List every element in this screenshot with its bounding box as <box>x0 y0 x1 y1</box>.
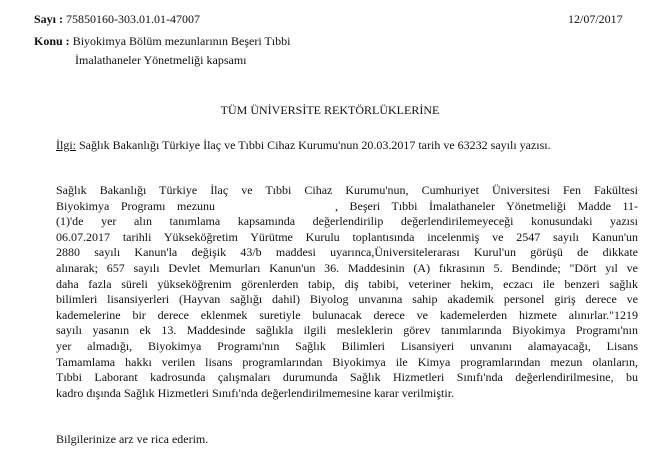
body-line-8: bilimleri lisansiyerleri (Hayvan sağlığı dahil) Biyolog unvanına sahip akademik personel giriş derece ve <box>56 292 638 307</box>
body-line-5: 2880 sayılı Kanun'la değişik 43/b maddesi uyarınca,Üniversitelerarası Kurul'un görüşü de dikkate <box>56 245 638 260</box>
body-line-14: kadro dışında Sağlık Hizmetleri Sınıfı'nda değerlendirilmemesine karar verilmiştir. <box>56 385 455 400</box>
body-line-2 <box>56 199 638 215</box>
sayi-label: Sayı : <box>34 12 64 26</box>
reference-text: Sağlık Bakanlığı Türkiye İlaç ve Tıbbi Cihaz Kurumu'nun 20.03.2017 tarih ve 63232 sayılı yazısı. <box>76 138 551 152</box>
redacted-name <box>215 203 335 211</box>
letter-body <box>56 183 638 401</box>
konu-row <box>34 34 290 48</box>
body-line-3: (1)'de yer alın tanımlama kapsamında değerlendirilip değerlendirilemeyeceği konusundaki yazısı <box>56 214 638 229</box>
body-line-13: Tıbbi Laborant kadrosunda çalışmaları durumunda Sağlık Hizmetleri Sınıfı'nda değerlendirilmesine, bu <box>56 370 638 385</box>
closing-line: Bilgilerinize arz ve rica ederim. <box>56 432 209 446</box>
reference-label: İlgi: <box>56 138 76 152</box>
body-line-11: yer almadığı, Biyokimya Programı'nın Sağlık Bilimleri Lisansiyeri unvanını alamayacağı, Lisans <box>56 338 638 353</box>
body-line-7: daha fazla süreli yükseköğrenim görenlerden tabip, diş tabibi, veteriner hekim, eczacı ile benzeri sağlık <box>56 276 638 291</box>
sayi-value: 75850160-303.01.01-47007 <box>66 12 201 26</box>
konu-line1: Biyokimya Bölüm mezunlarının Beşeri Tıbbi <box>72 34 291 48</box>
body-line-1: Sağlık Bakanlığı Türkiye İlaç ve Tıbbi Cihaz Kurumu'nun, Cumhuriyet Üniversitesi Fen Fakültesi <box>56 183 638 197</box>
body-line-4: 06.07.2017 tarihli Yükseköğretim Yürütme Kurulu toplantısında incelenmiş ve 2547 sayılı Kanun'un <box>56 229 638 244</box>
body-line-9: kademelerine bir derece eklenmek suretiyle bulunacak derece ve kademelerden hizmete alınırlar."1219 <box>56 307 638 322</box>
body-line-10: sayılı yasanın ek 13. Maddesinde sağlıkla ilgili mesleklerin görev tanımlarında Biyokimya Programı'nın <box>56 323 638 338</box>
konu-line2: İmalathaneler Yönetmeliği kapsamı <box>75 53 247 67</box>
body-line-2-tail: , Beşeri Tıbbi İmalathaneler Yönetmeliği Madde 11- <box>335 198 638 213</box>
sayi-row <box>34 12 200 26</box>
body-line-2-head: Biyokimya Programı mezunu <box>56 198 216 213</box>
recipient-heading: TÜM ÜNİVERSİTE REKTÖRLÜKLERİNE <box>220 103 440 117</box>
body-line-6: alınarak; 657 sayılı Devlet Memurları Kanun'un 36. Maddesinin (A) fıkrasının 5. Bendinde; "Dört yıl ve <box>56 260 638 275</box>
letter-date: 12/07/2017 <box>568 12 623 26</box>
body-line-12: Tamamlama hakkı verilen lisans programlarından Biyokimya ile Kimya programlarından mezun olanların, <box>56 354 638 369</box>
konu-label: Konu : <box>34 34 70 48</box>
reference-line <box>56 138 551 153</box>
